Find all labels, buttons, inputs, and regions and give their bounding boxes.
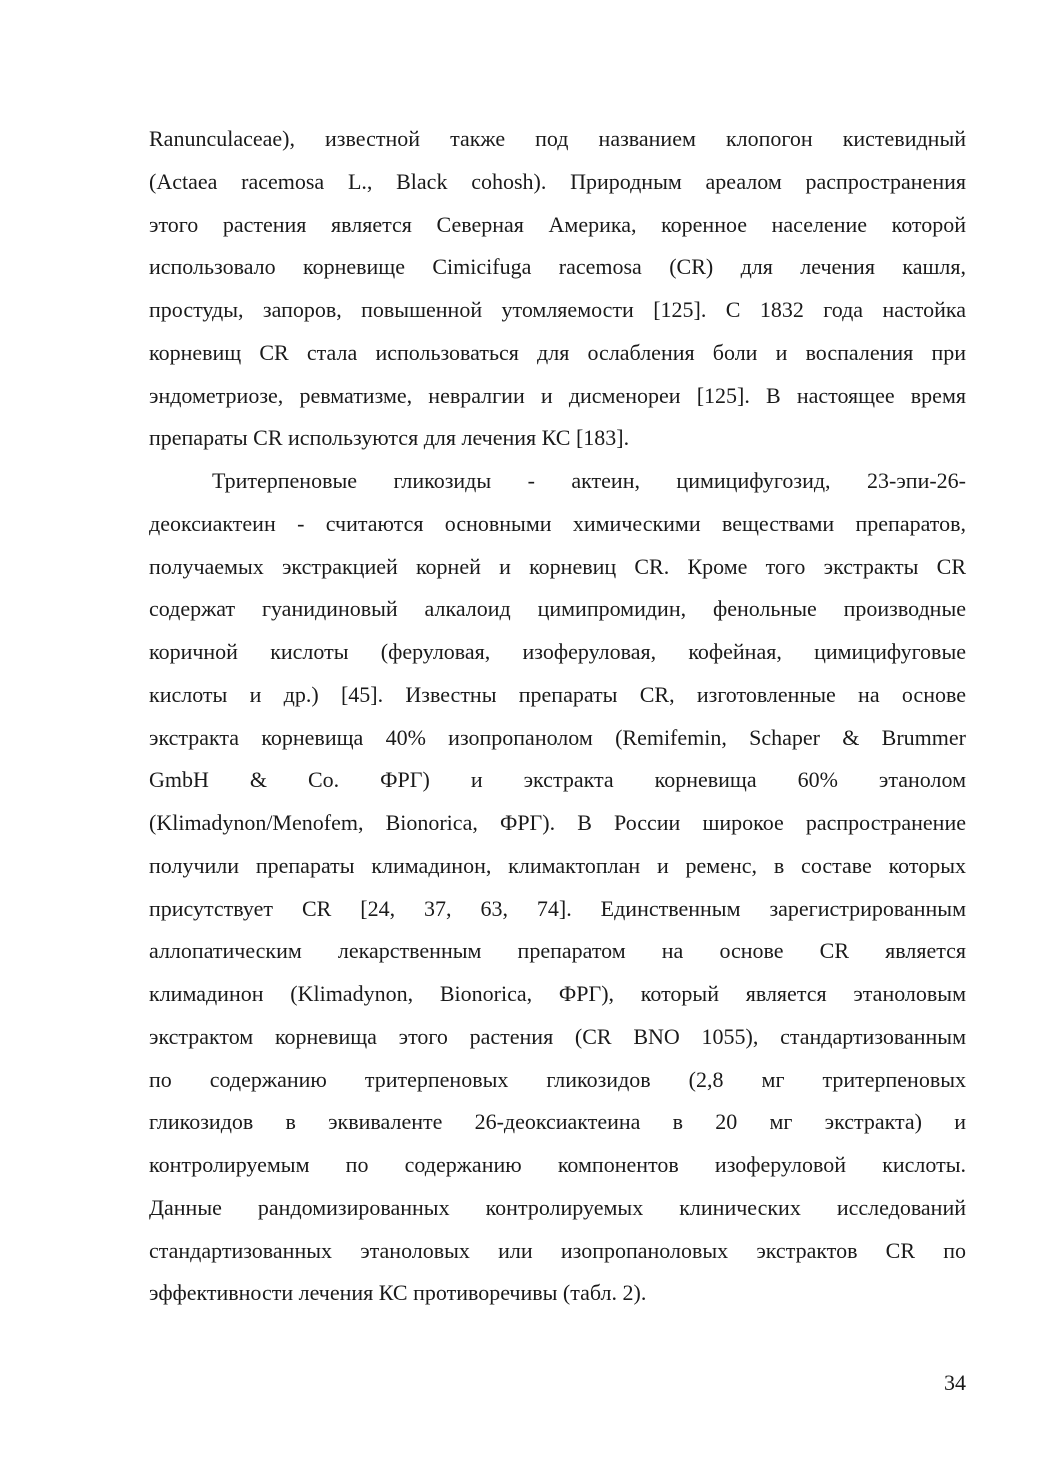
text-line: гликозидов в эквиваленте 26-деоксиактеина в 20 мг экстракта) и [149,1109,966,1135]
text-line: эндометриозе, ревматизме, невралгии и дисменореи [125]. В настоящее время [149,382,966,408]
text-line: кислоты и др.) [45]. Известны препараты CR, изготовленные на основе [149,681,966,707]
text-line: содержат гуанидиновый алкалоид цимипромидин, фенольные производные [149,596,966,622]
text-line: экстракта корневища 40% изопропанолом (Remifemin, Schaper & Brummer [149,724,966,750]
text-line: препараты CR используются для лечения КС [183]. [149,425,630,451]
text-line: контролируемым по содержанию компонентов изоферуловой кислоты. [149,1152,966,1177]
text-line: (Klimadynon/Menofem, Bionorica, ФРГ). В России широкое распространение [149,810,966,835]
text-line: использовало корневище Cimicifuga racemosa (CR) для лечения кашля, [149,254,966,280]
text-line: корневищ CR стала использоваться для ослабления боли и воспаления при [149,339,966,365]
text-line: GmbH & Co. ФРГ) и экстракта корневища 60% этанолом [149,767,966,793]
text-line: простуды, запоров, повышенной утомляемости [125]. С 1832 года настойка [149,297,966,322]
text-line: получаемых экстракцией корней и корневиц CR. Кроме того экстракты CR [149,553,966,579]
text-line: коричной кислоты (феруловая, изоферуловая, кофейная, цимицифуговые [149,639,966,664]
paragraph-2 [149,460,966,1315]
body-text [149,118,966,1315]
page-number: 34 [944,1370,966,1395]
text-line: (Actaea racemosa L., Black cohosh). Природным ареалом распространения [149,168,966,194]
text-line: климадинон (Klimadynon, Bionorica, ФРГ), который является этаноловым [149,981,966,1006]
text-line: получили препараты климадинон, климактоплан и ременс, в составе которых [149,852,966,878]
text-line: Тритерпеновые гликозиды - актеин, цимицифугозид, 23-эпи-26- [212,468,966,493]
text-line: экстрактом корневища этого растения (CR BNO 1055), стандартизованным [149,1023,966,1049]
text-line: Данные рандомизированных контролируемых клинических исследований [149,1194,966,1220]
text-line: по содержанию тритерпеновых гликозидов (2,8 мг тритерпеновых [149,1066,966,1092]
text-line: стандартизованных этаноловых или изопропаноловых экстрактов CR по [149,1237,966,1263]
text-line: деоксиактеин - считаются основными химическими веществами препаратов, [149,510,966,536]
text-line: присутствует CR [24, 37, 63, 74]. Единственным зарегистрированным [149,895,966,921]
text-line: аллопатическим лекарственным препаратом на основе CR является [149,938,966,964]
paragraph-1 [149,118,966,460]
text-line: этого растения является Северная Америка, коренное население которой [149,211,966,237]
text-line: эффективности лечения КС противоречивы (табл. 2). [149,1280,647,1306]
text-line: Ranunculaceae), известной также под названием клопогон кистевидный [149,126,966,151]
